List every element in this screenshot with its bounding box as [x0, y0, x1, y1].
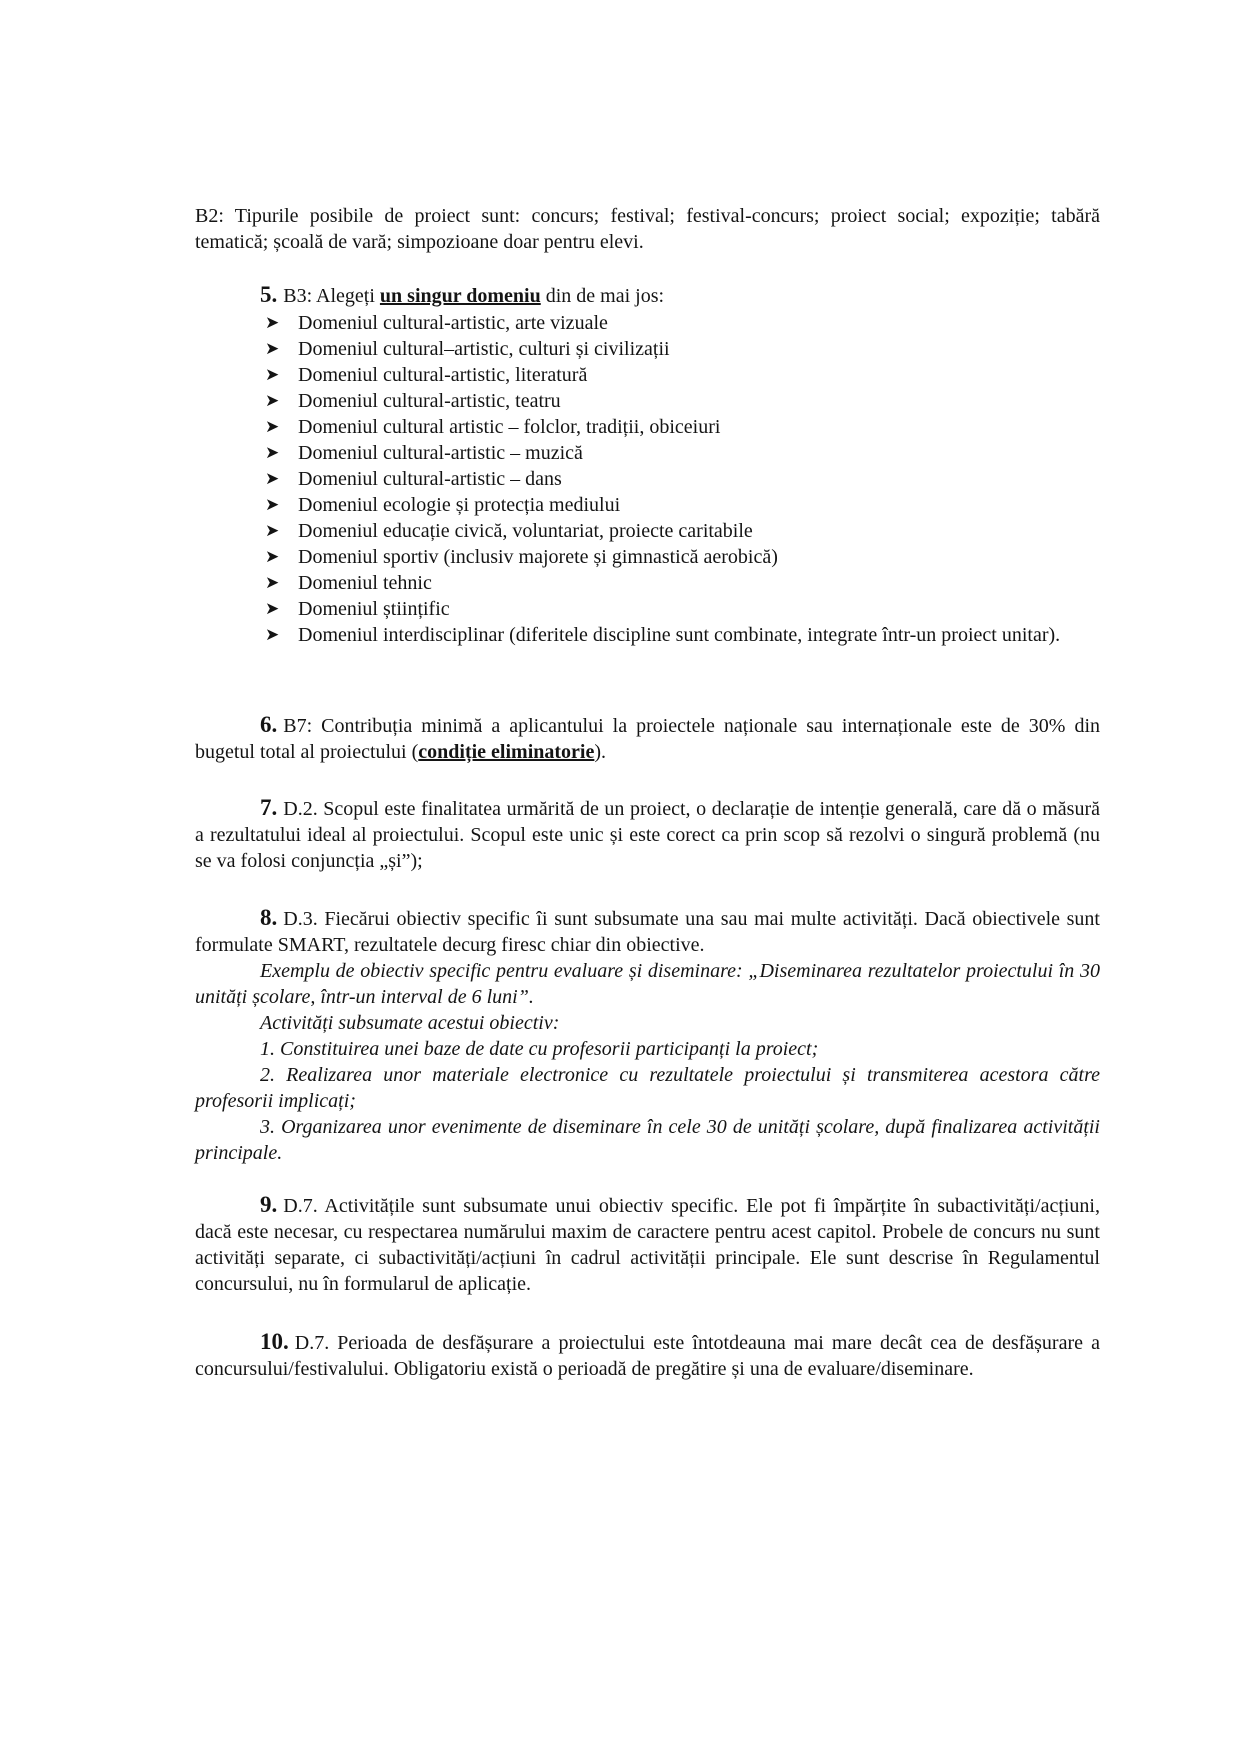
list-item	[265, 310, 1105, 336]
list-item	[265, 336, 1105, 362]
list-item	[265, 466, 1105, 492]
list-item	[265, 440, 1105, 466]
section-6-emphasis: condiție eliminatorie	[418, 741, 595, 763]
section-8-activity	[195, 1036, 1100, 1062]
section-9	[195, 1192, 1100, 1297]
list-item	[265, 622, 1105, 648]
list-item	[265, 362, 1105, 388]
section-10	[195, 1329, 1100, 1382]
section-6-number: 6.	[260, 712, 278, 737]
section-5-lead: B3: Alegeți	[283, 285, 380, 307]
section-8-number: 8.	[260, 905, 278, 930]
section-7-number: 7.	[260, 795, 278, 820]
arrow-bullet-icon: ➤	[265, 495, 280, 514]
arrow-bullet-icon: ➤	[265, 391, 280, 410]
section-7-text: D.2. Scopul este finalitatea urmărită de un proiect, o declarație de intenție generală, care dă o măsură a rezultatului ideal al proiectului. Scopul este unic și este corect ca prin scop să rezolvi o singură problemă (nu se va folosi conjuncția „și”);	[195, 798, 1100, 872]
arrow-bullet-icon: ➤	[265, 625, 280, 644]
section-9-number: 9.	[260, 1192, 278, 1217]
arrow-bullet-icon: ➤	[265, 469, 280, 488]
section-9-text: D.7. Activitățile sunt subsumate unui obiectiv specific. Ele pot fi împărțite în subactivități/acțiuni, dacă este necesar, cu respectarea numărului maxim de caractere pentru acest capitol. Probele de concurs nu sunt activități separate, ci subactivități/acțiuni în cadrul activității principale. Ele sunt descrise în Regulamentul concursului, nu în formularul de aplicație.	[195, 1195, 1100, 1295]
list-item	[265, 388, 1105, 414]
section-8-example-text: Exemplu de obiectiv specific pentru evaluare și diseminare: „Diseminarea rezultatelor proiectului în 30 unități școlare, într-un interval de 6 luni”.	[195, 960, 1100, 1008]
arrow-bullet-icon: ➤	[265, 547, 280, 566]
section-8-activities-title	[195, 1010, 1100, 1036]
list-item	[265, 544, 1105, 570]
domain-list	[265, 310, 1105, 648]
list-item-text: Domeniul cultural-artistic – dans	[298, 468, 562, 490]
list-item	[265, 596, 1105, 622]
list-item-text: Domeniul interdisciplinar (diferitele discipline sunt combinate, integrate într-un proiect unitar).	[298, 624, 1061, 646]
arrow-bullet-icon: ➤	[265, 573, 280, 592]
list-item-text: Domeniul tehnic	[298, 572, 432, 594]
section-8-activity	[195, 1114, 1100, 1166]
arrow-bullet-icon: ➤	[265, 443, 280, 462]
section-7	[195, 795, 1100, 874]
section-8-example	[195, 958, 1100, 1010]
section-8-text: D.3. Fiecărui obiectiv specific îi sunt subsumate una sau mai multe activități. Dacă obiectivele sunt formulate SMART, rezultatele decurg firesc chiar din obiective.	[195, 908, 1100, 956]
section-10-text: D.7. Perioada de desfășurare a proiectului este întotdeauna mai mare decât cea de desfășurare a concursului/festivalului. Obligatoriu există o perioadă de pregătire și una de evaluare/diseminare.	[195, 1332, 1100, 1380]
arrow-bullet-icon: ➤	[265, 521, 280, 540]
section-5-number: 5.	[260, 282, 278, 307]
section-8-intro	[195, 905, 1100, 958]
arrow-bullet-icon: ➤	[265, 339, 280, 358]
list-item-text: Domeniul cultural-artistic, literatură	[298, 364, 588, 386]
activity-text: 2. Realizarea unor materiale electronice cu rezultatele proiectului și transmiterea acestora către profesorii implicați;	[195, 1064, 1100, 1112]
list-item-text: Domeniul ecologie și protecția mediului	[298, 494, 621, 516]
arrow-bullet-icon: ➤	[265, 417, 280, 436]
list-item-text: Domeniul sportiv (inclusiv majorete și gimnastică aerobică)	[298, 546, 778, 568]
list-item-text: Domeniul cultural-artistic – muzică	[298, 442, 583, 464]
list-item-text: Domeniul științific	[298, 598, 450, 620]
section-10-number: 10.	[260, 1329, 289, 1354]
activity-text: 3. Organizarea unor evenimente de diseminare în cele 30 de unități școlare, după finalizarea activității principale.	[195, 1116, 1100, 1164]
arrow-bullet-icon: ➤	[265, 599, 280, 618]
section-8-activities-title-text: Activități subsumate acestui obiectiv:	[260, 1012, 560, 1034]
section-8-activity	[195, 1062, 1100, 1114]
section-8	[195, 905, 1100, 1166]
list-item	[265, 518, 1105, 544]
section-6-tail: ).	[594, 741, 607, 763]
section-5-emphasis: un singur domeniu	[379, 285, 541, 307]
section-6	[195, 712, 1100, 765]
list-item-text: Domeniul educație civică, voluntariat, proiecte caritabile	[298, 520, 753, 542]
activity-text: 1. Constituirea unei baze de date cu profesorii participanți la proiect;	[260, 1038, 819, 1060]
list-item	[265, 492, 1105, 518]
b2-text: B2: Tipurile posibile de proiect sunt: concurs; festival; festival-concurs; proiect social; expoziție; tabără tematică; școală de vară; simpozioane doar pentru elevi.	[195, 205, 1100, 253]
list-item-text: Domeniul cultural artistic – folclor, tradiții, obiceiuri	[298, 416, 721, 438]
section-5-tail: din de mai jos:	[540, 285, 665, 307]
section-5-heading	[195, 282, 1100, 309]
arrow-bullet-icon: ➤	[265, 313, 280, 332]
list-item	[265, 414, 1105, 440]
list-item	[265, 570, 1105, 596]
list-item-text: Domeniul cultural-artistic, teatru	[298, 390, 561, 412]
paragraph-b2	[195, 203, 1100, 255]
section-6-lead: B7: Contribuția minimă a aplicantului la proiectele naționale sau internaționale este de 30% din bugetul total al proiectului (	[195, 715, 1100, 763]
arrow-bullet-icon: ➤	[265, 365, 280, 384]
list-item-text: Domeniul cultural–artistic, culturi și civilizații	[298, 338, 670, 360]
list-item-text: Domeniul cultural-artistic, arte vizuale	[298, 312, 608, 334]
